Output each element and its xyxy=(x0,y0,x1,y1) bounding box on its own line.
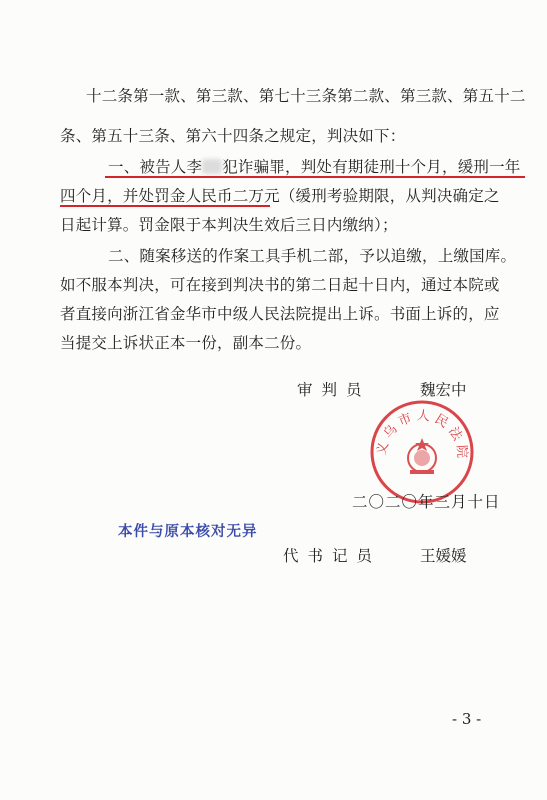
probation-note: （缓刑考验期限，从判决确定之 xyxy=(279,187,500,205)
verdict-item-1 xyxy=(108,155,521,177)
judge-label: 审判员 xyxy=(297,381,371,399)
judgment-date: 二〇二〇年三月十日 xyxy=(352,493,501,511)
redacted-name xyxy=(202,159,222,174)
verdict-item-2: 二、随案移送的作案工具手机二部，予以追缴，上缴国库。 xyxy=(108,247,517,265)
appeal-line-2: 者直接向浙江省金华市中级人民法院提出上诉。书面上诉的，应 xyxy=(60,305,500,323)
verdict-item-1-cont xyxy=(60,184,500,206)
judge-name: 魏宏中 xyxy=(420,381,467,399)
red-underline-2 xyxy=(60,205,270,207)
verdict-item-1-end: 犯诈骗罪，判处有期徒刑十个月，缓刑一年 xyxy=(222,158,521,176)
page-number: - 3 - xyxy=(452,710,482,728)
red-underline-1 xyxy=(105,176,525,178)
sentence-fine: 四个月，并处罚金人民币二万元 xyxy=(60,187,280,205)
body-line-5: 日起计算。罚金限于本判决生效后三日内缴纳）； xyxy=(60,216,398,234)
certification-stamp: 本件与原本核对无异 xyxy=(118,523,258,540)
body-line-2: 条、第五十三条、第六十四条之规定，判决如下： xyxy=(60,127,406,145)
seal-text: 义乌市人民法院 xyxy=(374,408,470,463)
appeal-line-1: 如不服本判决，可在接到判决书的第二日起十日内，通过本院或 xyxy=(60,276,500,294)
verdict-item-1-start: 一、被告人李 xyxy=(108,158,203,176)
clerk-name: 王媛媛 xyxy=(420,547,467,565)
appeal-line-3: 当提交上诉状正本一份，副本二份。 xyxy=(60,334,312,352)
clerk-label: 代书记员 xyxy=(283,547,382,565)
body-line-1: 十二条第一款、第三款、第七十三条第二款、第三款、第五十二 xyxy=(86,87,526,105)
